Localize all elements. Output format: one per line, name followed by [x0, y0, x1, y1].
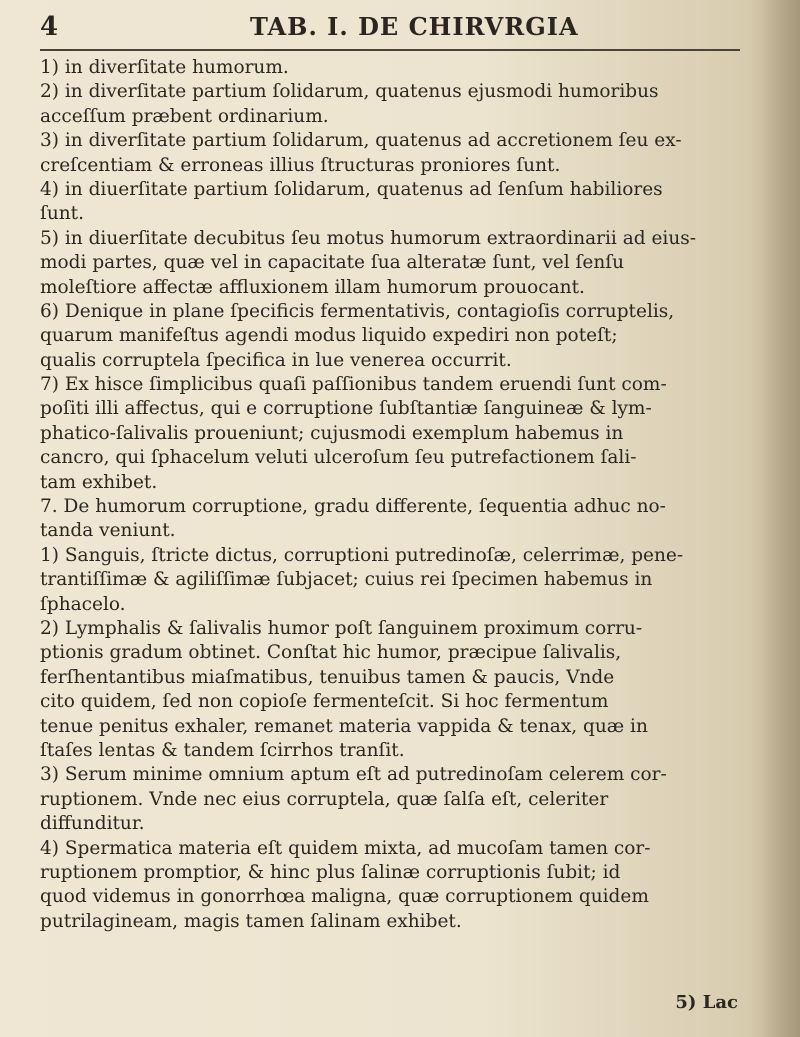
text-line: 1) in diverſitate humorum. [40, 57, 289, 78]
text-line: ſunt. [40, 203, 84, 225]
text-line: qualis corruptela ſpecifica in lue venerea occurrit. [40, 349, 512, 371]
text-line: cito quidem, ſed non copioſe fermenteſcit. Si hoc fermentum [40, 691, 609, 713]
page-header [40, 8, 740, 46]
text-line: 1) Sanguis, ſtricte dictus, corruptioni putredinoſæ, celerrimæ, pene- [40, 544, 684, 566]
text-line: 6) Denique in plane ſpecificis fermentativis, contagioſis corruptelis, [40, 300, 675, 322]
running-title: TAB. I. DE CHIRVRGIA [250, 12, 579, 41]
text-line: ſtaſes lentas & tandem ſcirrhos tranſit. [40, 739, 405, 761]
text-line: ſphacelo. [40, 593, 126, 615]
text-line: trantiſſimæ & agiliſſimæ ſubjacet; cuius rei ſpecimen habemus in [40, 569, 653, 591]
page-number: 4 [40, 12, 59, 42]
text-line: 7) Ex hisce ſimplicibus quaſi paſſionibus tandem eruendi ſunt com- [40, 374, 667, 396]
text-line: phatico-ſalivalis proueniunt; cujusmodi exemplum habemus in [40, 422, 624, 444]
body-text [40, 56, 760, 934]
text-line: 3) Serum minime omnium aptum eſt ad putredinoſam celerem cor- [40, 764, 667, 786]
text-line: moleſtiore affectæ affluxionem illam humorum prouocant. [40, 276, 585, 298]
text-line: poſiti illi affectus, qui e corruptione ſubſtantiæ ſanguineæ & lym- [40, 398, 652, 420]
header-rule [40, 49, 740, 51]
text-line: tanda veniunt. [40, 520, 176, 542]
text-line: ptionis gradum obtinet. Conſtat hic humor, præcipue ſalivalis, [40, 642, 622, 664]
text-line: modi partes, quæ vel in capacitate ſua alteratæ ſunt, vel ſenſu [40, 252, 624, 274]
text-line: cancro, qui ſphacelum veluti ulceroſum ſeu putrefactionem ſali- [40, 447, 637, 469]
page-edge-shadow [760, 0, 800, 1037]
text-line: 7. De humorum corruptione, gradu differente, ſequentia adhuc no- [40, 496, 666, 518]
catchword: 5) Lac [675, 992, 738, 1013]
text-line: 3) in diverſitate partium ſolidarum, quatenus ad accretionem ſeu ex- [40, 130, 682, 152]
text-line: putrilagineam, magis tamen ſalinam exhibet. [40, 910, 462, 932]
text-line: 4) Spermatica materia eſt quidem mixta, ad mucoſam tamen cor- [40, 837, 651, 859]
text-line: tam exhibet. [40, 471, 158, 493]
text-line: acceſſum præbent ordinarium. [40, 105, 329, 127]
text-line: creſcentiam & erroneas illius ſtructuras proniores ſunt. [40, 154, 561, 176]
text-line: ferſhentantibus miaſmatibus, tenuibus tamen & paucis, Vnde [40, 666, 615, 688]
text-line: quarum manifeſtus agendi modus liquido expediri non poteſt; [40, 325, 618, 347]
text-line: ruptionem. Vnde nec eius corruptela, quæ ſalſa eſt, celeriter [40, 788, 609, 810]
text-line: quod videmus in gonorrhœa maligna, quæ corruptionem quidem [40, 886, 649, 908]
text-line: 4) in diuerſitate partium ſolidarum, quatenus ad ſenſum habiliores [40, 178, 663, 200]
text-line: tenue penitus exhaler, remanet materia vappida & tenax, quæ in [40, 715, 648, 737]
text-line: 2) Lymphalis & ſalivalis humor poſt ſanguinem proximum corru- [40, 617, 643, 639]
text-line: 2) in diverſitate partium ſolidarum, quatenus ejusmodi humoribus [40, 81, 659, 103]
text-line: diffunditur. [40, 813, 145, 835]
text-line: 5) in diuerſitate decubitus ſeu motus humorum extraordinarii ad eius- [40, 227, 696, 249]
text-line: ruptionem promptior, & hinc plus ſalinæ corruptionis ſubit; id [40, 861, 621, 883]
